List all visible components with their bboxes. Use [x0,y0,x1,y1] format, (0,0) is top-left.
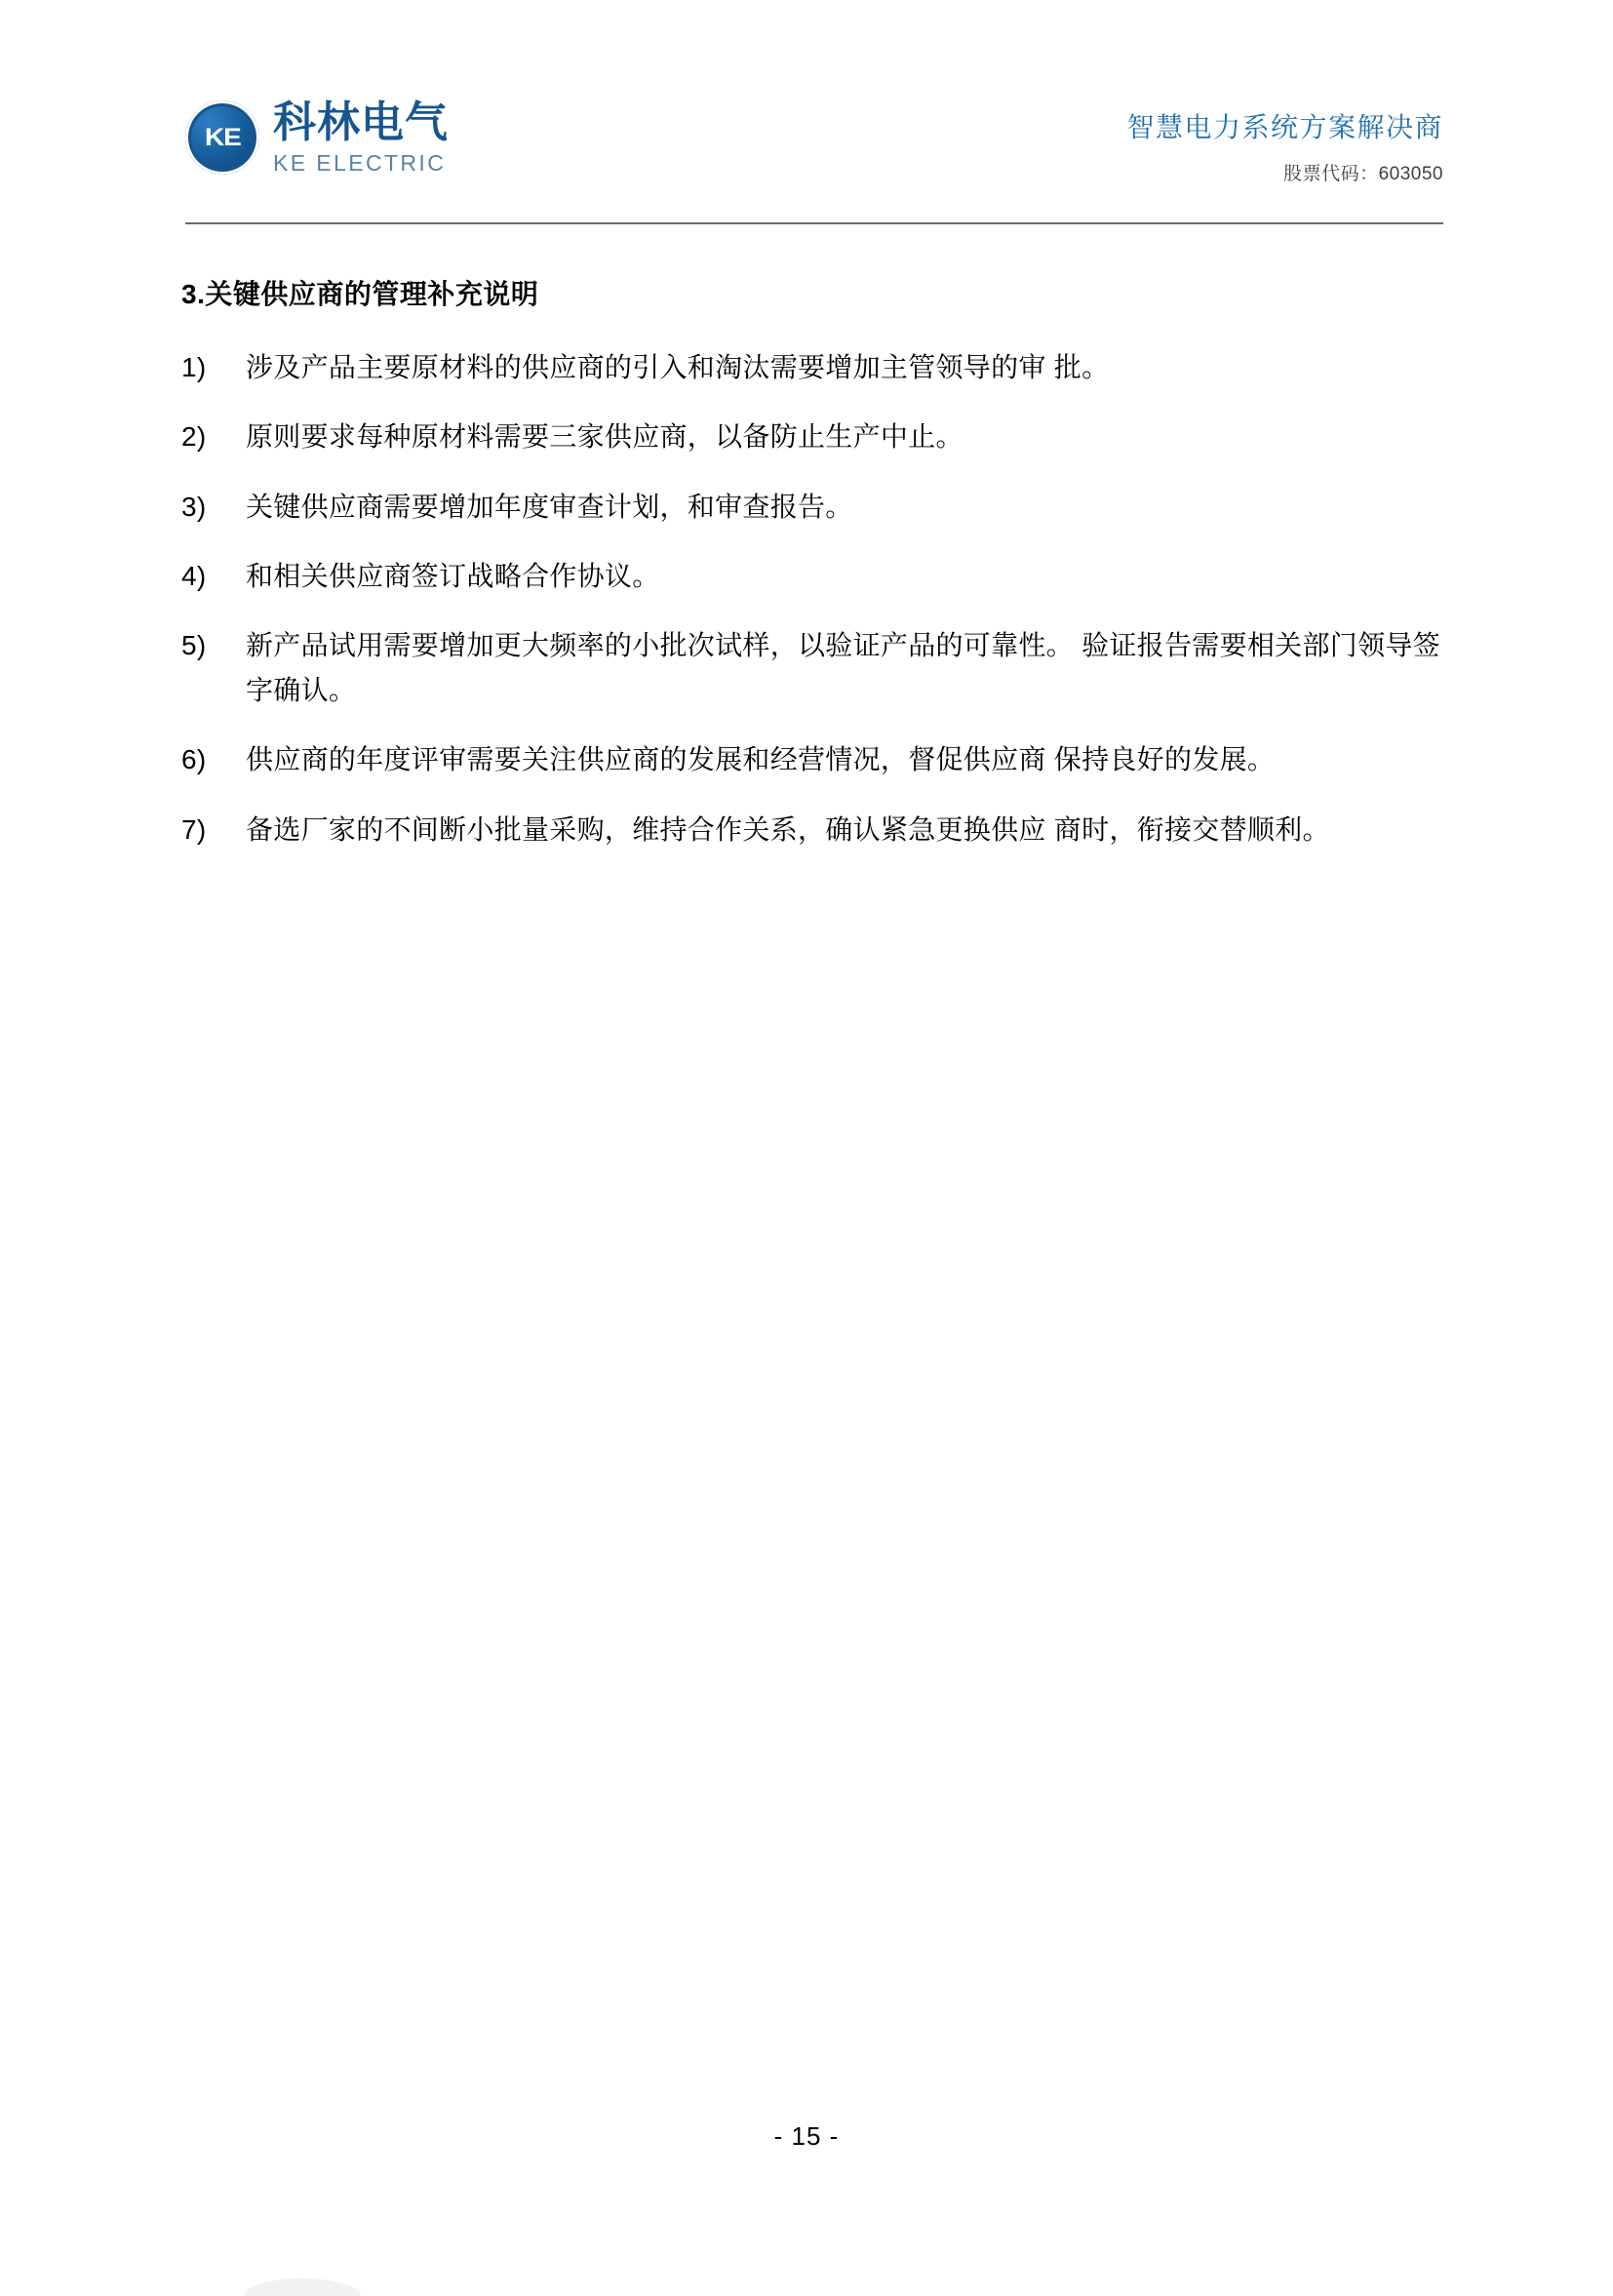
list-item-text: 涉及产品主要原材料的供应商的引入和淘汰需要增加主管领导的审 批。 [246,352,1110,382]
page-edge-artifact [244,2278,361,2296]
list-item [181,737,1449,781]
list-item [181,485,1449,529]
list-item-marker: 7) [181,813,207,845]
section-title: 3.关键供应商的管理补充说明 [181,279,539,309]
ke-electric-circular-logo-icon [185,100,259,175]
company-name-cn: 科林电气 [273,98,449,146]
list-item [181,415,1449,458]
list-item-marker: 1) [181,352,207,382]
list-item-text: 备选厂家的不间断小批量采购，维持合作关系，确认紧急更换供应 商时，衔接交替顺利。 [246,813,1330,845]
page-header [185,93,1443,219]
header-divider [185,222,1443,224]
company-name-en: KE ELECTRIC [273,149,447,176]
list-item [181,345,1449,389]
header-right-block [1126,106,1443,185]
list-item-text: 原则要求每种原材料需要三家供应商，以备防止生产中止。 [246,421,964,453]
logo-text-block [273,98,449,176]
stock-code: 股票代码：603050 [1283,164,1443,184]
logo-mark-label: KE [204,123,241,151]
page-number: - 15 - [773,2121,840,2151]
list-item-marker: 6) [181,744,207,775]
list-item-marker: 2) [181,421,207,453]
document-body [181,273,1449,877]
list-item-text: 供应商的年度评审需要关注供应商的发展和经营情况，督促供应商 保持良好的发展。 [246,744,1276,775]
list-item-marker: 5) [181,630,207,661]
list-item [181,623,1449,712]
list-item [181,554,1449,598]
list-item-marker: 3) [181,491,207,522]
list-item-text: 关键供应商需要增加年度审查计划，和审查报告。 [246,491,853,522]
numbered-list [181,345,1449,851]
list-item-marker: 4) [181,561,207,592]
list-item [181,808,1449,851]
list-item-text: 新产品试用需要增加更大频率的小批次试样，以验证产品的可靠性。 验证报告需要相关部门领导签字确认。 [246,630,1440,705]
company-logo [185,100,449,175]
list-item-text: 和相关供应商签订战略合作协议。 [246,561,660,592]
company-slogan: 智慧电力系统方案解决商 [1126,112,1443,142]
